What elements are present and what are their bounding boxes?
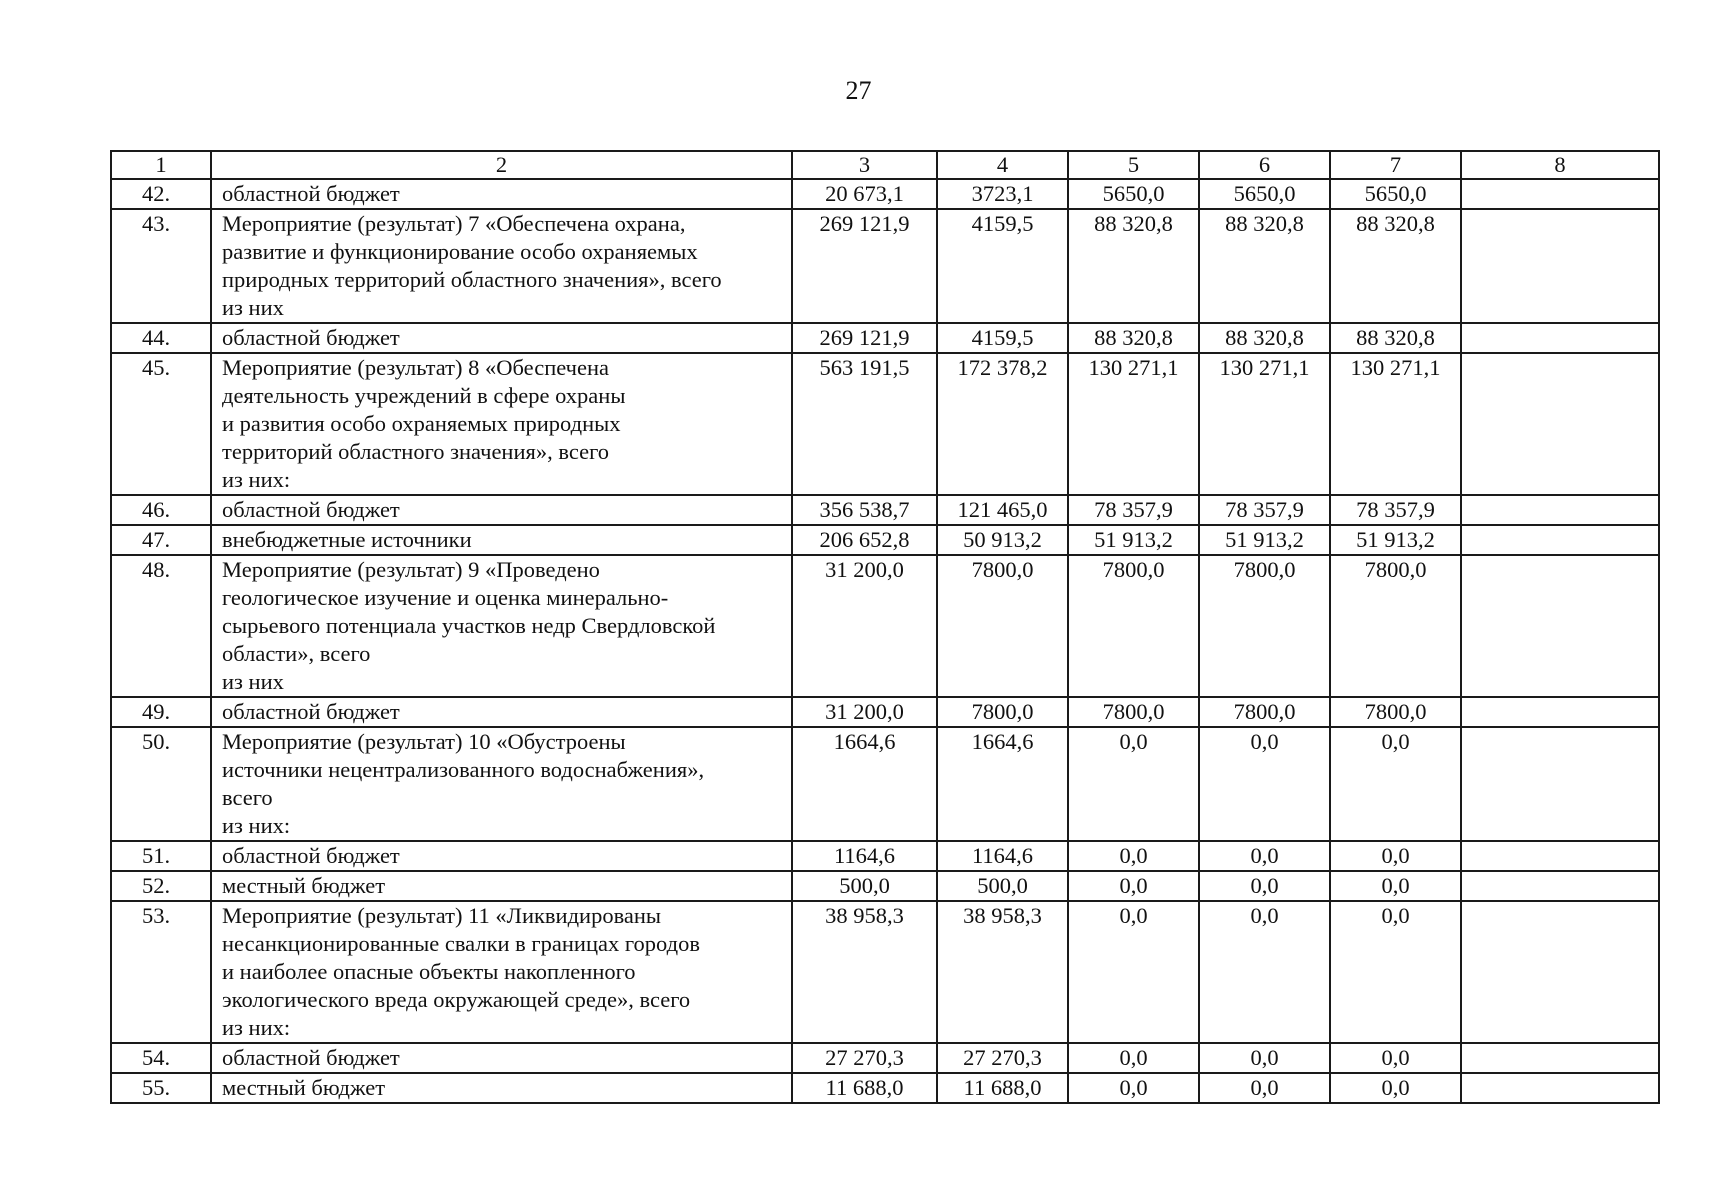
value-cell-col-8 xyxy=(1461,841,1659,871)
row-number: 49. xyxy=(111,697,211,727)
value-cell-col-7: 88 320,8 xyxy=(1330,323,1461,353)
row-number: 50. xyxy=(111,727,211,841)
row-name-cell xyxy=(211,323,792,353)
value-cell-col-3: 38 958,3 xyxy=(792,901,937,1043)
row-name-line: областной бюджет xyxy=(222,181,400,206)
value-cell-col-5: 7800,0 xyxy=(1068,555,1199,697)
value-cell-col-6: 88 320,8 xyxy=(1199,323,1330,353)
row-name-line: Мероприятие (результат) 7 «Обеспечена охрана, xyxy=(222,211,686,236)
value-cell-col-3: 563 191,5 xyxy=(792,353,937,495)
value-cell-col-8 xyxy=(1461,697,1659,727)
value-cell-col-5: 0,0 xyxy=(1068,727,1199,841)
value-cell-col-5: 0,0 xyxy=(1068,841,1199,871)
value-cell-col-5: 130 271,1 xyxy=(1068,353,1199,495)
row-name-cell xyxy=(211,871,792,901)
row-name-line: территорий областного значения», всего xyxy=(222,439,610,464)
value-cell-col-7: 88 320,8 xyxy=(1330,209,1461,323)
value-cell-col-8 xyxy=(1461,525,1659,555)
value-cell-col-5: 7800,0 xyxy=(1068,697,1199,727)
table-row xyxy=(111,901,1659,1043)
table-row xyxy=(111,697,1659,727)
value-cell-col-7: 7800,0 xyxy=(1330,555,1461,697)
row-name-line: из них: xyxy=(222,1015,291,1040)
row-name-line: из них: xyxy=(222,813,291,838)
value-cell-col-8 xyxy=(1461,1073,1659,1103)
value-cell-col-7: 0,0 xyxy=(1330,1073,1461,1103)
value-cell-col-4: 7800,0 xyxy=(937,555,1068,697)
row-number: 43. xyxy=(111,209,211,323)
column-header-7: 7 xyxy=(1330,151,1461,179)
value-cell-col-8 xyxy=(1461,323,1659,353)
value-cell-col-6: 0,0 xyxy=(1199,841,1330,871)
value-cell-col-7: 7800,0 xyxy=(1330,697,1461,727)
value-cell-col-8 xyxy=(1461,555,1659,697)
table-header-row xyxy=(111,151,1659,179)
value-cell-col-4: 1164,6 xyxy=(937,841,1068,871)
value-cell-col-3: 27 270,3 xyxy=(792,1043,937,1073)
row-name-line: областной бюджет xyxy=(222,497,400,522)
row-number: 48. xyxy=(111,555,211,697)
value-cell-col-5: 78 357,9 xyxy=(1068,495,1199,525)
value-cell-col-8 xyxy=(1461,871,1659,901)
row-number: 44. xyxy=(111,323,211,353)
value-cell-col-3: 356 538,7 xyxy=(792,495,937,525)
value-cell-col-6: 78 357,9 xyxy=(1199,495,1330,525)
row-name-cell xyxy=(211,495,792,525)
value-cell-col-3: 11 688,0 xyxy=(792,1073,937,1103)
value-cell-col-5: 0,0 xyxy=(1068,1073,1199,1103)
value-cell-col-4: 1664,6 xyxy=(937,727,1068,841)
value-cell-col-3: 500,0 xyxy=(792,871,937,901)
value-cell-col-7: 0,0 xyxy=(1330,841,1461,871)
value-cell-col-3: 1664,6 xyxy=(792,727,937,841)
row-name-line: областной бюджет xyxy=(222,325,400,350)
row-name-line: местный бюджет xyxy=(222,873,386,898)
row-name-line: сырьевого потенциала участков недр Свердловской xyxy=(222,613,716,638)
value-cell-col-7: 0,0 xyxy=(1330,1043,1461,1073)
value-cell-col-8 xyxy=(1461,179,1659,209)
value-cell-col-5: 51 913,2 xyxy=(1068,525,1199,555)
row-name-line: Мероприятие (результат) 11 «Ликвидированы xyxy=(222,903,662,928)
value-cell-col-8 xyxy=(1461,353,1659,495)
value-cell-col-5: 0,0 xyxy=(1068,901,1199,1043)
column-header-8: 8 xyxy=(1461,151,1659,179)
row-name-cell xyxy=(211,209,792,323)
value-cell-col-6: 0,0 xyxy=(1199,901,1330,1043)
row-name-line: местный бюджет xyxy=(222,1075,386,1100)
value-cell-col-7: 5650,0 xyxy=(1330,179,1461,209)
row-name-cell xyxy=(211,901,792,1043)
value-cell-col-3: 269 121,9 xyxy=(792,323,937,353)
row-name-line: источники нецентрализованного водоснабжения», xyxy=(222,757,705,782)
column-header-6: 6 xyxy=(1199,151,1330,179)
value-cell-col-7: 78 357,9 xyxy=(1330,495,1461,525)
row-name-line: природных территорий областного значения», всего xyxy=(222,267,722,292)
row-number: 47. xyxy=(111,525,211,555)
value-cell-col-6: 51 913,2 xyxy=(1199,525,1330,555)
value-cell-col-6: 0,0 xyxy=(1199,1073,1330,1103)
row-number: 46. xyxy=(111,495,211,525)
row-name-line: Мероприятие (результат) 8 «Обеспечена xyxy=(222,355,609,380)
row-name-line: несанкционированные свалки в границах городов xyxy=(222,931,700,956)
row-number: 42. xyxy=(111,179,211,209)
row-name-cell xyxy=(211,555,792,697)
value-cell-col-7: 0,0 xyxy=(1330,871,1461,901)
table-row xyxy=(111,179,1659,209)
table-row xyxy=(111,727,1659,841)
row-name-cell xyxy=(211,841,792,871)
row-number: 51. xyxy=(111,841,211,871)
row-name-line: геологическое изучение и оценка минерально- xyxy=(222,585,669,610)
table-row xyxy=(111,1043,1659,1073)
value-cell-col-3: 206 652,8 xyxy=(792,525,937,555)
value-cell-col-3: 20 673,1 xyxy=(792,179,937,209)
value-cell-col-8 xyxy=(1461,901,1659,1043)
table-row xyxy=(111,525,1659,555)
value-cell-col-5: 0,0 xyxy=(1068,871,1199,901)
value-cell-col-6: 130 271,1 xyxy=(1199,353,1330,495)
row-name-line: из них xyxy=(222,295,284,320)
row-number: 53. xyxy=(111,901,211,1043)
value-cell-col-8 xyxy=(1461,495,1659,525)
value-cell-col-4: 38 958,3 xyxy=(937,901,1068,1043)
value-cell-col-6: 7800,0 xyxy=(1199,697,1330,727)
row-name-line: развитие и функционирование особо охраняемых xyxy=(222,239,698,264)
value-cell-col-4: 4159,5 xyxy=(937,323,1068,353)
row-name-cell xyxy=(211,727,792,841)
row-name-line: области», всего xyxy=(222,641,371,666)
value-cell-col-3: 31 200,0 xyxy=(792,555,937,697)
value-cell-col-6: 5650,0 xyxy=(1199,179,1330,209)
value-cell-col-8 xyxy=(1461,727,1659,841)
value-cell-col-4: 50 913,2 xyxy=(937,525,1068,555)
value-cell-col-4: 4159,5 xyxy=(937,209,1068,323)
column-header-3: 3 xyxy=(792,151,937,179)
value-cell-col-6: 0,0 xyxy=(1199,1043,1330,1073)
value-cell-col-7: 51 913,2 xyxy=(1330,525,1461,555)
column-header-1: 1 xyxy=(111,151,211,179)
row-name-line: деятельность учреждений в сфере охраны xyxy=(222,383,626,408)
column-header-5: 5 xyxy=(1068,151,1199,179)
row-number: 55. xyxy=(111,1073,211,1103)
value-cell-col-4: 172 378,2 xyxy=(937,353,1068,495)
table-row xyxy=(111,871,1659,901)
page-number: 27 xyxy=(845,76,872,105)
row-number: 52. xyxy=(111,871,211,901)
value-cell-col-6: 0,0 xyxy=(1199,727,1330,841)
table-row xyxy=(111,1073,1659,1103)
row-number: 54. xyxy=(111,1043,211,1073)
table-row xyxy=(111,323,1659,353)
table-row xyxy=(111,209,1659,323)
row-name-cell xyxy=(211,1043,792,1073)
row-name-cell xyxy=(211,697,792,727)
value-cell-col-7: 0,0 xyxy=(1330,901,1461,1043)
row-name-cell xyxy=(211,179,792,209)
row-number: 45. xyxy=(111,353,211,495)
value-cell-col-4: 121 465,0 xyxy=(937,495,1068,525)
row-name-line: и развития особо охраняемых природных xyxy=(222,411,621,436)
value-cell-col-7: 0,0 xyxy=(1330,727,1461,841)
value-cell-col-4: 11 688,0 xyxy=(937,1073,1068,1103)
value-cell-col-7: 130 271,1 xyxy=(1330,353,1461,495)
table-row xyxy=(111,555,1659,697)
row-name-line: и наиболее опасные объекты накопленного xyxy=(222,959,636,984)
value-cell-col-5: 0,0 xyxy=(1068,1043,1199,1073)
row-name-line: внебюджетные источники xyxy=(222,527,472,552)
value-cell-col-6: 0,0 xyxy=(1199,871,1330,901)
column-header-4: 4 xyxy=(937,151,1068,179)
row-name-line: Мероприятие (результат) 10 «Обустроены xyxy=(222,729,626,754)
row-name-line: областной бюджет xyxy=(222,843,400,868)
row-name-cell xyxy=(211,1073,792,1103)
value-cell-col-4: 500,0 xyxy=(937,871,1068,901)
value-cell-col-5: 88 320,8 xyxy=(1068,323,1199,353)
row-name-line: всего xyxy=(222,785,273,810)
row-name-cell xyxy=(211,353,792,495)
value-cell-col-4: 7800,0 xyxy=(937,697,1068,727)
value-cell-col-6: 88 320,8 xyxy=(1199,209,1330,323)
value-cell-col-8 xyxy=(1461,1043,1659,1073)
row-name-line: из них xyxy=(222,669,284,694)
row-name-line: экологического вреда окружающей среде», всего xyxy=(222,987,691,1012)
table-body xyxy=(111,151,1659,1103)
table-row xyxy=(111,353,1659,495)
row-name-line: из них: xyxy=(222,467,291,492)
table-row xyxy=(111,841,1659,871)
row-name-line: Мероприятие (результат) 9 «Проведено xyxy=(222,557,600,582)
column-header-2: 2 xyxy=(211,151,792,179)
row-name-cell xyxy=(211,525,792,555)
row-name-line: областной бюджет xyxy=(222,699,400,724)
value-cell-col-8 xyxy=(1461,209,1659,323)
budget-table xyxy=(110,150,1660,1104)
value-cell-col-3: 1164,6 xyxy=(792,841,937,871)
table-row xyxy=(111,495,1659,525)
value-cell-col-6: 7800,0 xyxy=(1199,555,1330,697)
value-cell-col-5: 5650,0 xyxy=(1068,179,1199,209)
row-name-line: областной бюджет xyxy=(222,1045,400,1070)
value-cell-col-4: 27 270,3 xyxy=(937,1043,1068,1073)
value-cell-col-3: 269 121,9 xyxy=(792,209,937,323)
value-cell-col-5: 88 320,8 xyxy=(1068,209,1199,323)
value-cell-col-4: 3723,1 xyxy=(937,179,1068,209)
value-cell-col-3: 31 200,0 xyxy=(792,697,937,727)
